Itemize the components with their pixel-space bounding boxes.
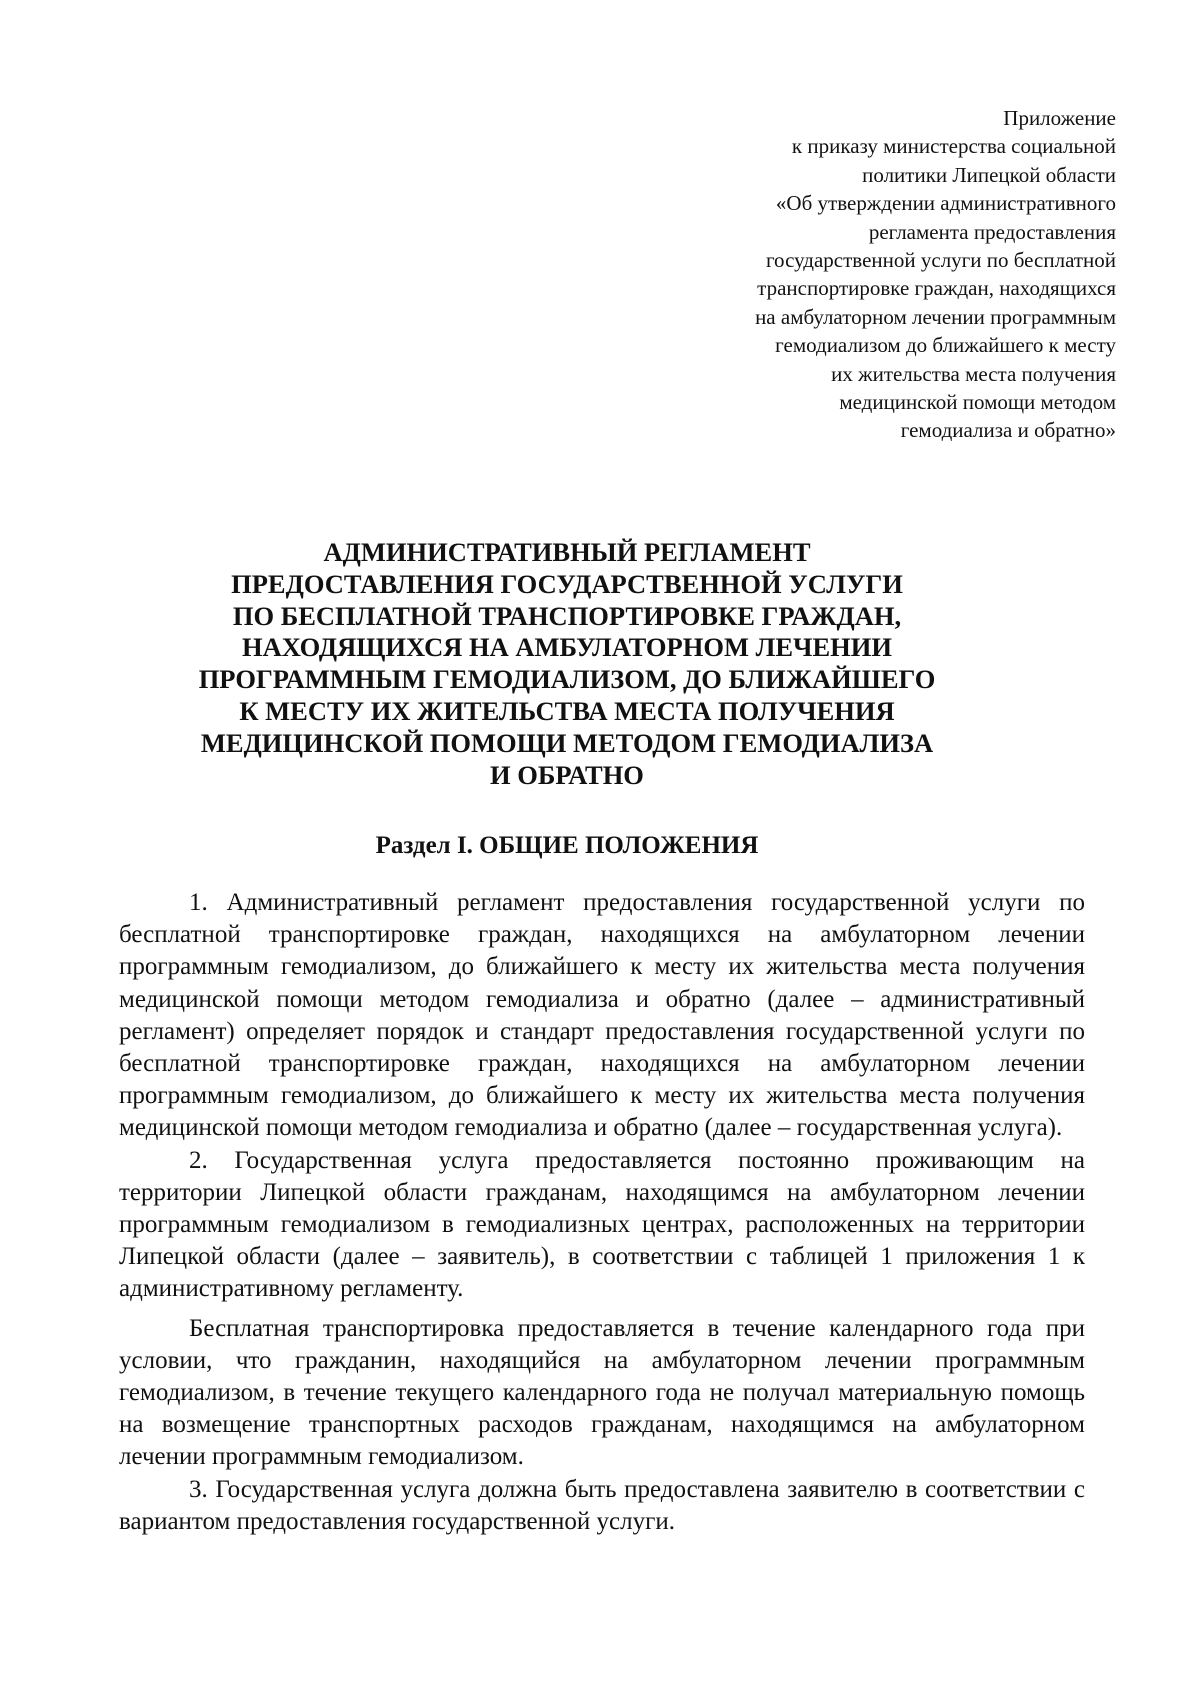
paragraph-3: Бесплатная транспортировка предоставляется в течение календарного года при условии, что гражданин, находящийся на амбулаторном лечении программным гемодиализом, в течение текущего календарного года не получал материальную помощь на возмещение транспортных расходов гражданам, находящимся на амбулаторном лечении программным гемодиализом. <box>119 1314 1085 1471</box>
annex-line: к приказу министерства социальной <box>791 134 1116 159</box>
paragraph-1: 1. Административный регламент предоставления государственной услуги по бесплатной транспортировке граждан, находящихся на амбулаторном лечении программным гемодиализом, до ближайшего к месту их жительства места получения медицинской помощи методом гемодиализа и обратно (далее – административный регламент) определяет порядок и стандарт предоставления государственной услуги по бесплатной транспортировке граждан, находящихся на амбулаторном лечении программным гемодиализом, до ближайшего к месту их жительства места получения медицинской помощи методом гемодиализа и обратно (далее – государственная услуга). <box>119 889 1085 1142</box>
title-line: АДМИНИСТРАТИВНЫЙ РЕГЛАМЕНТ <box>323 537 811 567</box>
title-line: ПРОГРАММНЫМ ГЕМОДИАЛИЗОМ, ДО БЛИЖАЙШЕГО <box>198 664 936 695</box>
paragraph-4: 3. Государственная услуга должна быть предоставлена заявителю в соответствии с вариантом предоставления государственной услуги. <box>119 1475 1085 1535</box>
annex-line: на амбулаторном лечении программным <box>755 304 1116 329</box>
title-line: ПО БЕСПЛАТНОЙ ТРАНСПОРТИРОВКЕ ГРАЖДАН, <box>232 600 902 631</box>
document-title <box>150 537 984 791</box>
document-body <box>119 887 1085 1538</box>
annex-line: гемодиализа и обратно» <box>900 418 1116 443</box>
annex-line: политики Липецкой области <box>862 162 1116 187</box>
annex-header <box>596 104 1116 445</box>
title-line: И ОБРАТНО <box>490 759 644 790</box>
annex-line: Приложение <box>1003 106 1116 130</box>
annex-line: «Об утверждении административного <box>775 191 1116 216</box>
annex-line: транспортировке граждан, находящихся <box>757 276 1116 301</box>
title-line: ПРЕДОСТАВЛЕНИЯ ГОСУДАРСТВЕННОЙ УСЛУГИ <box>231 568 903 599</box>
paragraph-2: 2. Государственная услуга предоставляется постоянно проживающим на территории Липецкой области гражданам, находящимся на амбулаторном лечении программным гемодиализом в гемодиализных центрах, расположенных на территории Липецкой области (далее – заявитель), в соответствии с таблицей 1 приложения 1 к административному регламенту. <box>119 1146 1085 1303</box>
annex-line: их жительства места получения <box>831 361 1116 386</box>
annex-line: государственной услуги по бесплатной <box>765 248 1116 273</box>
title-line: НАХОДЯЩИХСЯ НА АМБУЛАТОРНОМ ЛЕЧЕНИИ <box>242 632 892 663</box>
section-heading: Раздел I. ОБЩИЕ ПОЛОЖЕНИЯ <box>375 832 759 859</box>
annex-line: гемодиализом до ближайшего к месту <box>775 333 1116 358</box>
annex-line: медицинской помощи методом <box>839 390 1116 415</box>
title-line: К МЕСТУ ИХ ЖИТЕЛЬСТВА МЕСТА ПОЛУЧЕНИЯ <box>239 695 895 726</box>
title-line: МЕДИЦИНСКОЙ ПОМОЩИ МЕТОДОМ ГЕМОДИАЛИЗА <box>200 727 934 758</box>
annex-line: регламента предоставления <box>868 219 1116 244</box>
